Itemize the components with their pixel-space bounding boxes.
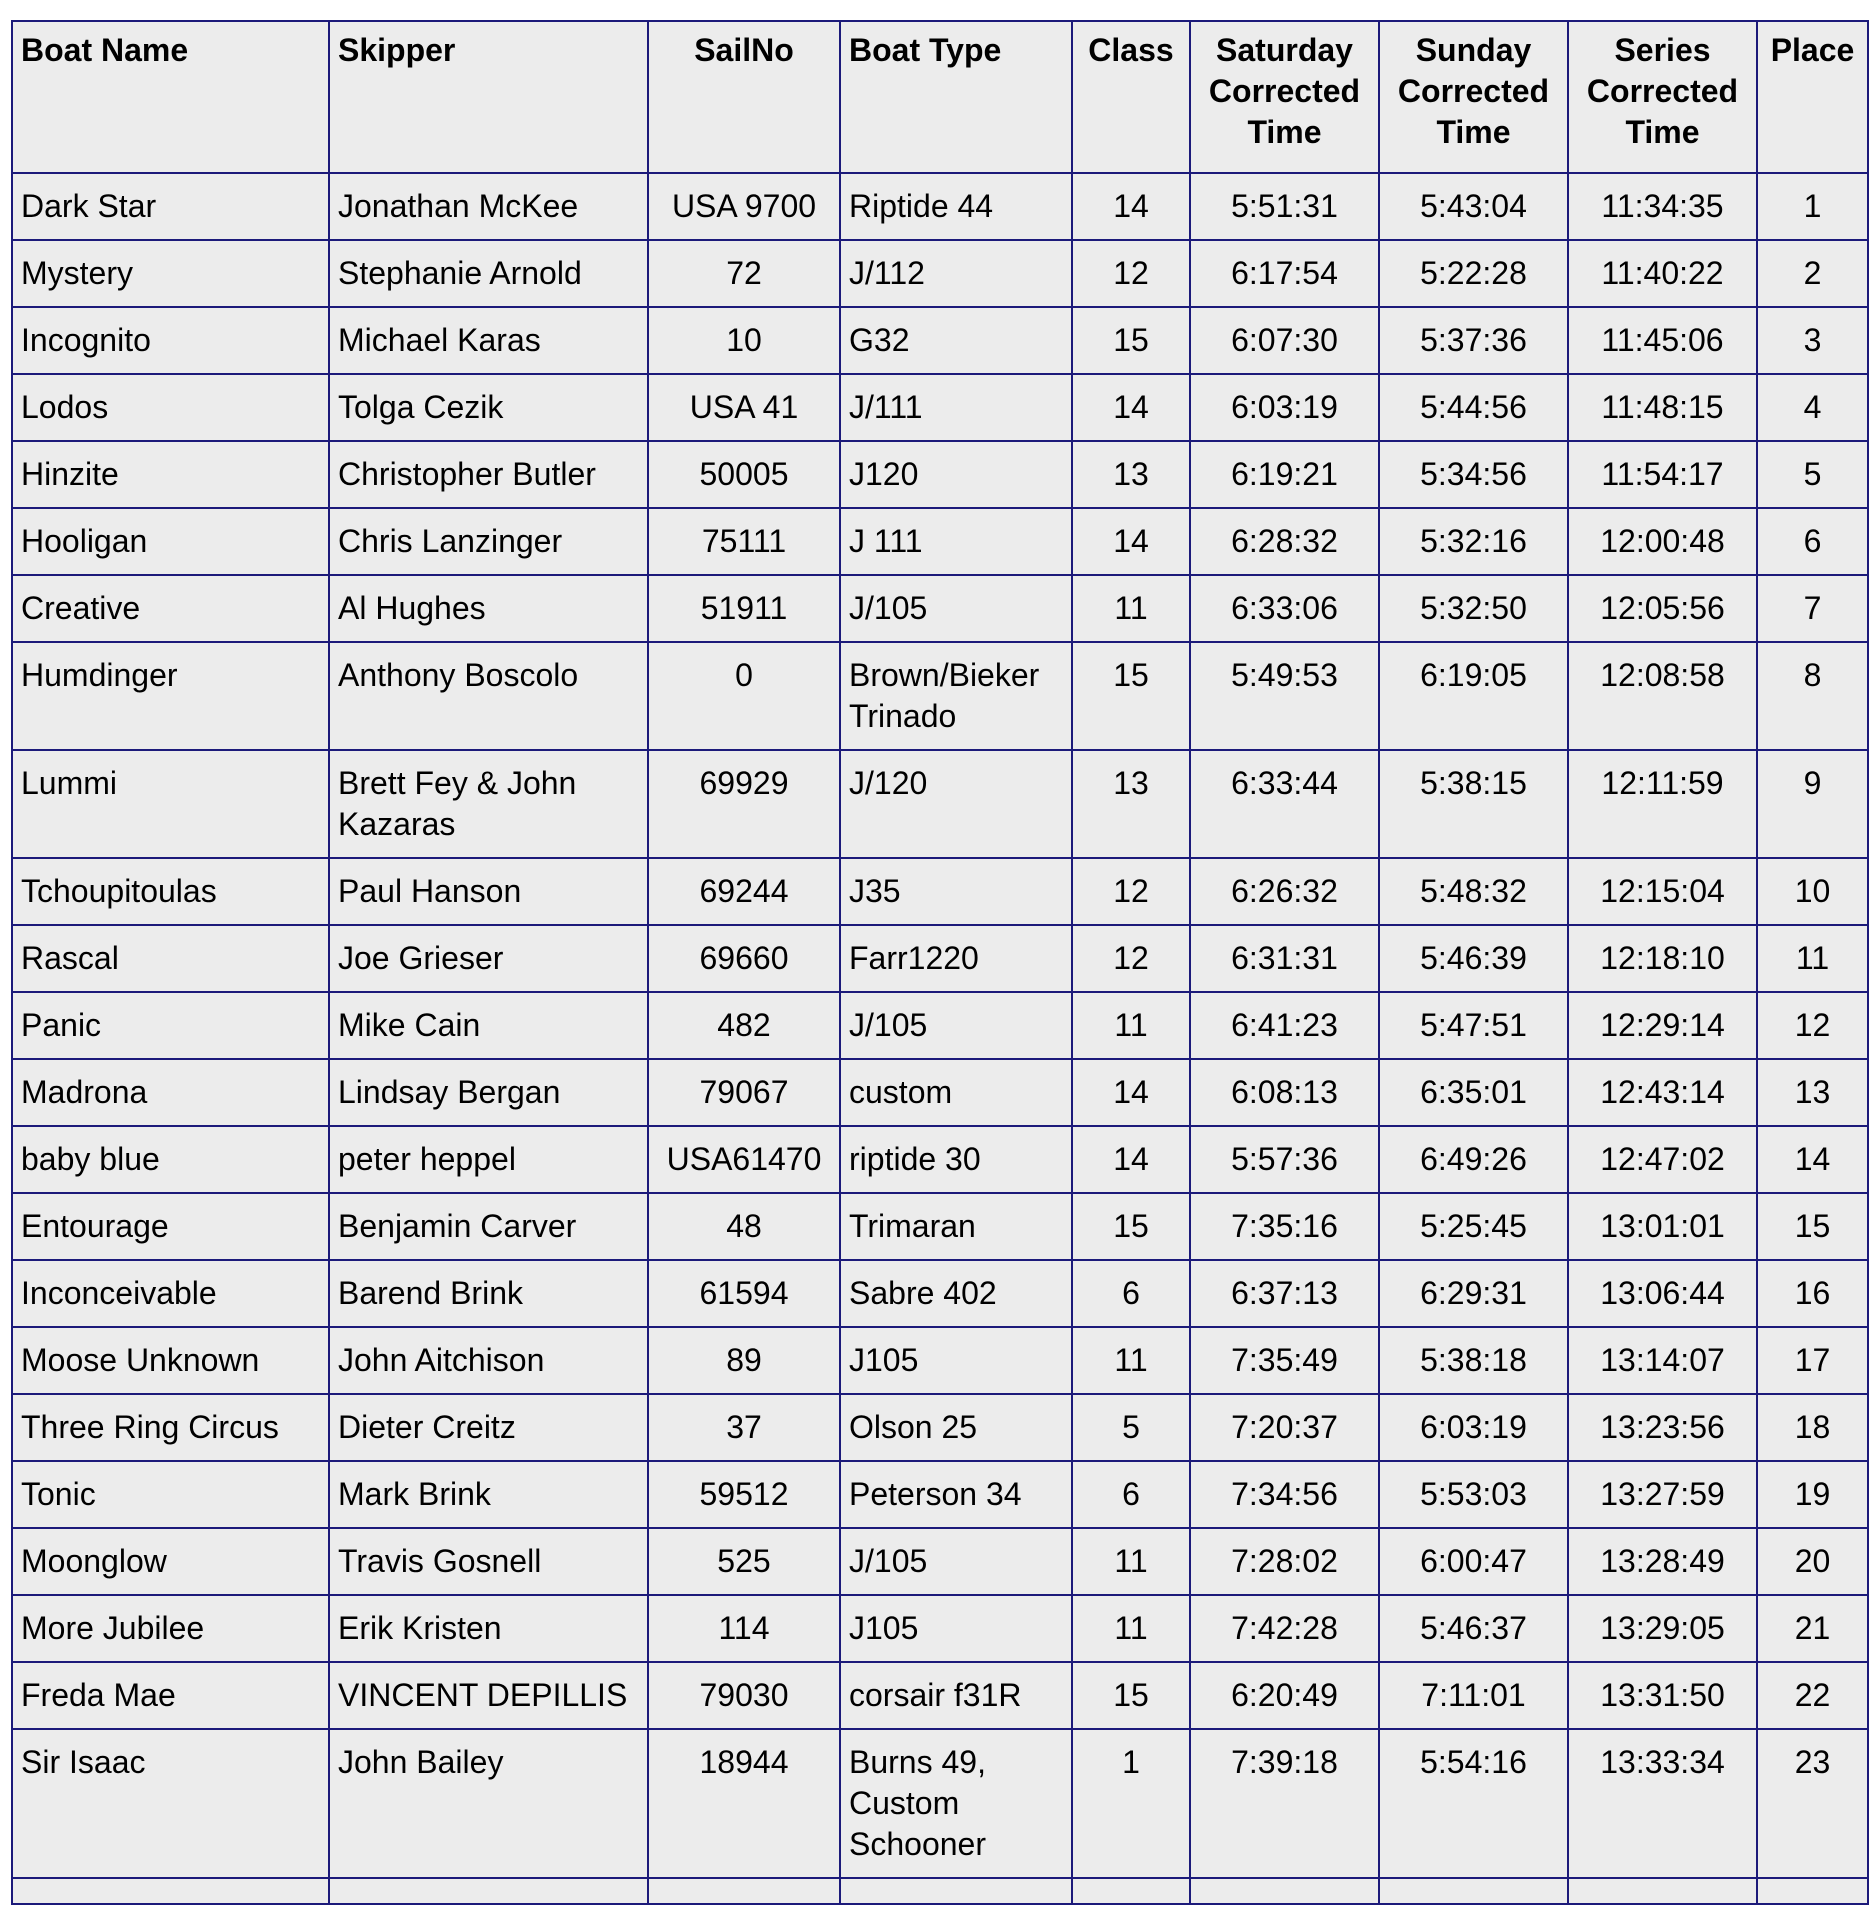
cell-place: 18 [1757,1394,1868,1461]
cell-class: 15 [1072,307,1190,374]
table-row [12,1662,1868,1729]
cell-saturday-corrected-time: 6:17:54 [1190,240,1379,307]
cell-skipper: Brett Fey & John Kazaras [329,750,648,858]
cell-sunday-corrected-time: 6:19:05 [1379,642,1568,750]
cell-class: 5 [1072,1394,1190,1461]
cell-boat-type: custom [840,1059,1072,1126]
cell-sail-no: 482 [648,992,840,1059]
cell-place: 20 [1757,1528,1868,1595]
cell-sunday-corrected-time: 6:00:47 [1379,1528,1568,1595]
cell-boat-type: J105 [840,1327,1072,1394]
cell-series-corrected-time: 12:15:04 [1568,858,1757,925]
cell-boat-type: J 111 [840,508,1072,575]
cell-boat-name: Entourage [12,1193,329,1260]
table-row [12,1729,1868,1878]
cell-sail-no: 61594 [648,1260,840,1327]
table-row [12,925,1868,992]
table-row [12,240,1868,307]
cell-boat-type: J/111 [840,374,1072,441]
cell-skipper: Anthony Boscolo [329,642,648,750]
cell-boat-type: G32 [840,307,1072,374]
cell-saturday-corrected-time: 6:07:30 [1190,307,1379,374]
cell-series-corrected-time: 11:34:35 [1568,173,1757,240]
cell-boat-name: baby blue [12,1126,329,1193]
cell-place: 8 [1757,642,1868,750]
cell-boat-name: Moose Unknown [12,1327,329,1394]
cell-boat-name [12,1878,329,1904]
cell-sail-no: 10 [648,307,840,374]
cell-sail-no: 525 [648,1528,840,1595]
header-series-corrected-time: Series Corrected Time [1568,21,1757,173]
cell-sunday-corrected-time: 5:53:03 [1379,1461,1568,1528]
cell-place: 15 [1757,1193,1868,1260]
cell-boat-type: corsair f31R [840,1662,1072,1729]
cell-boat-name: Inconceivable [12,1260,329,1327]
cell-sunday-corrected-time: 5:34:56 [1379,441,1568,508]
cell-place: 19 [1757,1461,1868,1528]
table-row [12,642,1868,750]
cell-saturday-corrected-time: 6:28:32 [1190,508,1379,575]
cell-saturday-corrected-time [1190,1878,1379,1904]
cell-skipper: John Aitchison [329,1327,648,1394]
cell-saturday-corrected-time: 6:31:31 [1190,925,1379,992]
cell-boat-type: J/120 [840,750,1072,858]
cell-class: 14 [1072,1126,1190,1193]
cell-boat-type: J105 [840,1595,1072,1662]
cell-skipper: VINCENT DEPILLIS [329,1662,648,1729]
cell-class: 13 [1072,750,1190,858]
cell-saturday-corrected-time: 6:26:32 [1190,858,1379,925]
cell-place: 21 [1757,1595,1868,1662]
cell-boat-name: More Jubilee [12,1595,329,1662]
cell-boat-name: Mystery [12,240,329,307]
cell-boat-name: Freda Mae [12,1662,329,1729]
cell-sunday-corrected-time: 5:32:50 [1379,575,1568,642]
cell-boat-type: Burns 49, Custom Schooner [840,1729,1072,1878]
cell-sunday-corrected-time: 5:38:15 [1379,750,1568,858]
cell-sunday-corrected-time: 5:37:36 [1379,307,1568,374]
cell-sunday-corrected-time: 5:25:45 [1379,1193,1568,1260]
cell-boat-name: Dark Star [12,173,329,240]
cell-sail-no: 69660 [648,925,840,992]
cell-series-corrected-time: 12:11:59 [1568,750,1757,858]
cell-series-corrected-time: 12:43:14 [1568,1059,1757,1126]
cell-sail-no: USA61470 [648,1126,840,1193]
cell-place: 12 [1757,992,1868,1059]
cell-boat-type: J/105 [840,575,1072,642]
cell-sail-no: 79030 [648,1662,840,1729]
cell-skipper: Mike Cain [329,992,648,1059]
cell-saturday-corrected-time: 7:20:37 [1190,1394,1379,1461]
cell-class: 14 [1072,1059,1190,1126]
cell-sunday-corrected-time: 6:03:19 [1379,1394,1568,1461]
cell-place: 11 [1757,925,1868,992]
header-class: Class [1072,21,1190,173]
cell-boat-name: Humdinger [12,642,329,750]
cell-series-corrected-time: 12:18:10 [1568,925,1757,992]
cell-place: 2 [1757,240,1868,307]
results-table [11,20,1869,1905]
cell-sail-no: USA 41 [648,374,840,441]
cell-sunday-corrected-time: 5:46:39 [1379,925,1568,992]
cell-class: 15 [1072,642,1190,750]
cell-sunday-corrected-time: 5:54:16 [1379,1729,1568,1878]
cell-place: 6 [1757,508,1868,575]
header-boat-type: Boat Type [840,21,1072,173]
table-row [12,575,1868,642]
cell-saturday-corrected-time: 5:57:36 [1190,1126,1379,1193]
cell-skipper: Paul Hanson [329,858,648,925]
cell-boat-name: Creative [12,575,329,642]
cell-class: 14 [1072,173,1190,240]
cell-class: 14 [1072,374,1190,441]
cell-saturday-corrected-time: 7:39:18 [1190,1729,1379,1878]
cell-saturday-corrected-time: 6:20:49 [1190,1662,1379,1729]
cell-series-corrected-time: 13:29:05 [1568,1595,1757,1662]
cell-boat-name: Panic [12,992,329,1059]
cell-boat-type: Sabre 402 [840,1260,1072,1327]
cell-class: 13 [1072,441,1190,508]
cell-saturday-corrected-time: 6:08:13 [1190,1059,1379,1126]
cell-skipper [329,1878,648,1904]
header-sunday-corrected-time: Sunday Corrected Time [1379,21,1568,173]
cell-skipper: Barend Brink [329,1260,648,1327]
cell-place: 7 [1757,575,1868,642]
cell-series-corrected-time: 12:08:58 [1568,642,1757,750]
cell-sail-no: 75111 [648,508,840,575]
cell-class: 6 [1072,1461,1190,1528]
cell-boat-type: J/112 [840,240,1072,307]
cell-skipper: Christopher Butler [329,441,648,508]
cell-boat-type: Peterson 34 [840,1461,1072,1528]
cell-sail-no: 69244 [648,858,840,925]
cell-series-corrected-time: 13:01:01 [1568,1193,1757,1260]
cell-series-corrected-time: 11:48:15 [1568,374,1757,441]
cell-series-corrected-time: 13:06:44 [1568,1260,1757,1327]
cell-sunday-corrected-time: 5:22:28 [1379,240,1568,307]
cell-skipper: Michael Karas [329,307,648,374]
table-row [12,750,1868,858]
cell-sail-no: 18944 [648,1729,840,1878]
cell-boat-type: Brown/Bieker Trinado [840,642,1072,750]
cell-series-corrected-time: 11:40:22 [1568,240,1757,307]
cell-boat-name: Rascal [12,925,329,992]
cell-sail-no: 69929 [648,750,840,858]
cell-boat-name: Moonglow [12,1528,329,1595]
cell-place: 14 [1757,1126,1868,1193]
table-row [12,1059,1868,1126]
cell-skipper: Travis Gosnell [329,1528,648,1595]
table-row [12,508,1868,575]
cell-sail-no: 72 [648,240,840,307]
cell-saturday-corrected-time: 7:28:02 [1190,1528,1379,1595]
cell-series-corrected-time: 12:29:14 [1568,992,1757,1059]
header-place: Place [1757,21,1868,173]
cell-sail-no: 114 [648,1595,840,1662]
cell-place: 1 [1757,173,1868,240]
cell-boat-type: J/105 [840,992,1072,1059]
cell-saturday-corrected-time: 6:41:23 [1190,992,1379,1059]
cell-sunday-corrected-time: 5:43:04 [1379,173,1568,240]
cell-class: 11 [1072,1595,1190,1662]
cell-skipper: Tolga Cezik [329,374,648,441]
cell-saturday-corrected-time: 6:33:06 [1190,575,1379,642]
cell-sunday-corrected-time: 6:35:01 [1379,1059,1568,1126]
cell-place: 9 [1757,750,1868,858]
cell-saturday-corrected-time: 7:35:16 [1190,1193,1379,1260]
table-row [12,1327,1868,1394]
cell-saturday-corrected-time: 6:33:44 [1190,750,1379,858]
cell-place: 16 [1757,1260,1868,1327]
table-row [12,1878,1868,1904]
table-row [12,1528,1868,1595]
table-row [12,1260,1868,1327]
table-row [12,1595,1868,1662]
cell-sunday-corrected-time: 5:44:56 [1379,374,1568,441]
cell-place: 13 [1757,1059,1868,1126]
cell-sunday-corrected-time: 5:32:16 [1379,508,1568,575]
cell-series-corrected-time: 13:33:34 [1568,1729,1757,1878]
cell-boat-type: J120 [840,441,1072,508]
table-row [12,441,1868,508]
cell-boat-name: Lodos [12,374,329,441]
cell-skipper: John Bailey [329,1729,648,1878]
table-row [12,374,1868,441]
cell-place [1757,1878,1868,1904]
cell-sail-no: 50005 [648,441,840,508]
cell-class: 15 [1072,1662,1190,1729]
cell-skipper: Lindsay Bergan [329,1059,648,1126]
cell-sail-no: 0 [648,642,840,750]
cell-sail-no: 59512 [648,1461,840,1528]
cell-boat-name: Tchoupitoulas [12,858,329,925]
cell-sunday-corrected-time [1379,1878,1568,1904]
cell-class: 11 [1072,1528,1190,1595]
cell-boat-name: Sir Isaac [12,1729,329,1878]
cell-boat-type [840,1878,1072,1904]
cell-place: 5 [1757,441,1868,508]
cell-boat-type: Farr1220 [840,925,1072,992]
cell-sail-no: 51911 [648,575,840,642]
cell-skipper: Al Hughes [329,575,648,642]
header-row [12,21,1868,173]
cell-skipper: Joe Grieser [329,925,648,992]
cell-class: 14 [1072,508,1190,575]
cell-saturday-corrected-time: 7:42:28 [1190,1595,1379,1662]
cell-boat-type: Trimaran [840,1193,1072,1260]
cell-skipper: Erik Kristen [329,1595,648,1662]
cell-boat-type: J35 [840,858,1072,925]
cell-class: 11 [1072,575,1190,642]
table-row [12,1461,1868,1528]
cell-sunday-corrected-time: 5:46:37 [1379,1595,1568,1662]
cell-class: 11 [1072,992,1190,1059]
cell-boat-name: Hooligan [12,508,329,575]
cell-boat-type: Riptide 44 [840,173,1072,240]
table-row [12,858,1868,925]
cell-series-corrected-time: 13:31:50 [1568,1662,1757,1729]
cell-series-corrected-time: 12:05:56 [1568,575,1757,642]
cell-place: 4 [1757,374,1868,441]
cell-sunday-corrected-time: 5:48:32 [1379,858,1568,925]
cell-class: 12 [1072,240,1190,307]
table-row [12,307,1868,374]
results-body [12,173,1868,1904]
cell-skipper: Benjamin Carver [329,1193,648,1260]
cell-saturday-corrected-time: 6:03:19 [1190,374,1379,441]
cell-class [1072,1878,1190,1904]
cell-boat-name: Madrona [12,1059,329,1126]
cell-sail-no: 37 [648,1394,840,1461]
cell-class: 6 [1072,1260,1190,1327]
cell-boat-type: J/105 [840,1528,1072,1595]
cell-boat-name: Hinzite [12,441,329,508]
cell-series-corrected-time: 13:28:49 [1568,1528,1757,1595]
cell-boat-name: Incognito [12,307,329,374]
cell-class: 11 [1072,1327,1190,1394]
cell-skipper: Mark Brink [329,1461,648,1528]
cell-sunday-corrected-time: 6:49:26 [1379,1126,1568,1193]
cell-boat-name: Tonic [12,1461,329,1528]
table-row [12,992,1868,1059]
cell-series-corrected-time: 12:47:02 [1568,1126,1757,1193]
header-skipper: Skipper [329,21,648,173]
cell-sunday-corrected-time: 5:38:18 [1379,1327,1568,1394]
cell-saturday-corrected-time: 7:34:56 [1190,1461,1379,1528]
cell-series-corrected-time: 13:27:59 [1568,1461,1757,1528]
header-boat-name: Boat Name [12,21,329,173]
cell-place: 10 [1757,858,1868,925]
cell-series-corrected-time: 12:00:48 [1568,508,1757,575]
cell-series-corrected-time: 11:54:17 [1568,441,1757,508]
cell-series-corrected-time: 13:14:07 [1568,1327,1757,1394]
cell-sail-no: USA 9700 [648,173,840,240]
table-row [12,1193,1868,1260]
cell-class: 1 [1072,1729,1190,1878]
cell-sail-no: 79067 [648,1059,840,1126]
table-row [12,173,1868,240]
cell-sail-no: 48 [648,1193,840,1260]
cell-series-corrected-time [1568,1878,1757,1904]
cell-boat-type: riptide 30 [840,1126,1072,1193]
cell-skipper: Chris Lanzinger [329,508,648,575]
cell-sunday-corrected-time: 5:47:51 [1379,992,1568,1059]
cell-saturday-corrected-time: 5:51:31 [1190,173,1379,240]
cell-place: 17 [1757,1327,1868,1394]
cell-series-corrected-time: 13:23:56 [1568,1394,1757,1461]
cell-saturday-corrected-time: 7:35:49 [1190,1327,1379,1394]
cell-boat-name: Lummi [12,750,329,858]
cell-place: 3 [1757,307,1868,374]
table-row [12,1394,1868,1461]
cell-class: 12 [1072,925,1190,992]
cell-place: 23 [1757,1729,1868,1878]
cell-saturday-corrected-time: 5:49:53 [1190,642,1379,750]
cell-class: 12 [1072,858,1190,925]
cell-skipper: Jonathan McKee [329,173,648,240]
cell-series-corrected-time: 11:45:06 [1568,307,1757,374]
cell-boat-type: Olson 25 [840,1394,1072,1461]
cell-skipper: Dieter Creitz [329,1394,648,1461]
cell-skipper: peter heppel [329,1126,648,1193]
header-sail-no: SailNo [648,21,840,173]
cell-sail-no [648,1878,840,1904]
cell-sail-no: 89 [648,1327,840,1394]
cell-boat-name: Three Ring Circus [12,1394,329,1461]
cell-skipper: Stephanie Arnold [329,240,648,307]
cell-class: 15 [1072,1193,1190,1260]
cell-sunday-corrected-time: 7:11:01 [1379,1662,1568,1729]
table-row [12,1126,1868,1193]
cell-place: 22 [1757,1662,1868,1729]
cell-saturday-corrected-time: 6:37:13 [1190,1260,1379,1327]
cell-sunday-corrected-time: 6:29:31 [1379,1260,1568,1327]
header-saturday-corrected-time: Saturday Corrected Time [1190,21,1379,173]
cell-saturday-corrected-time: 6:19:21 [1190,441,1379,508]
